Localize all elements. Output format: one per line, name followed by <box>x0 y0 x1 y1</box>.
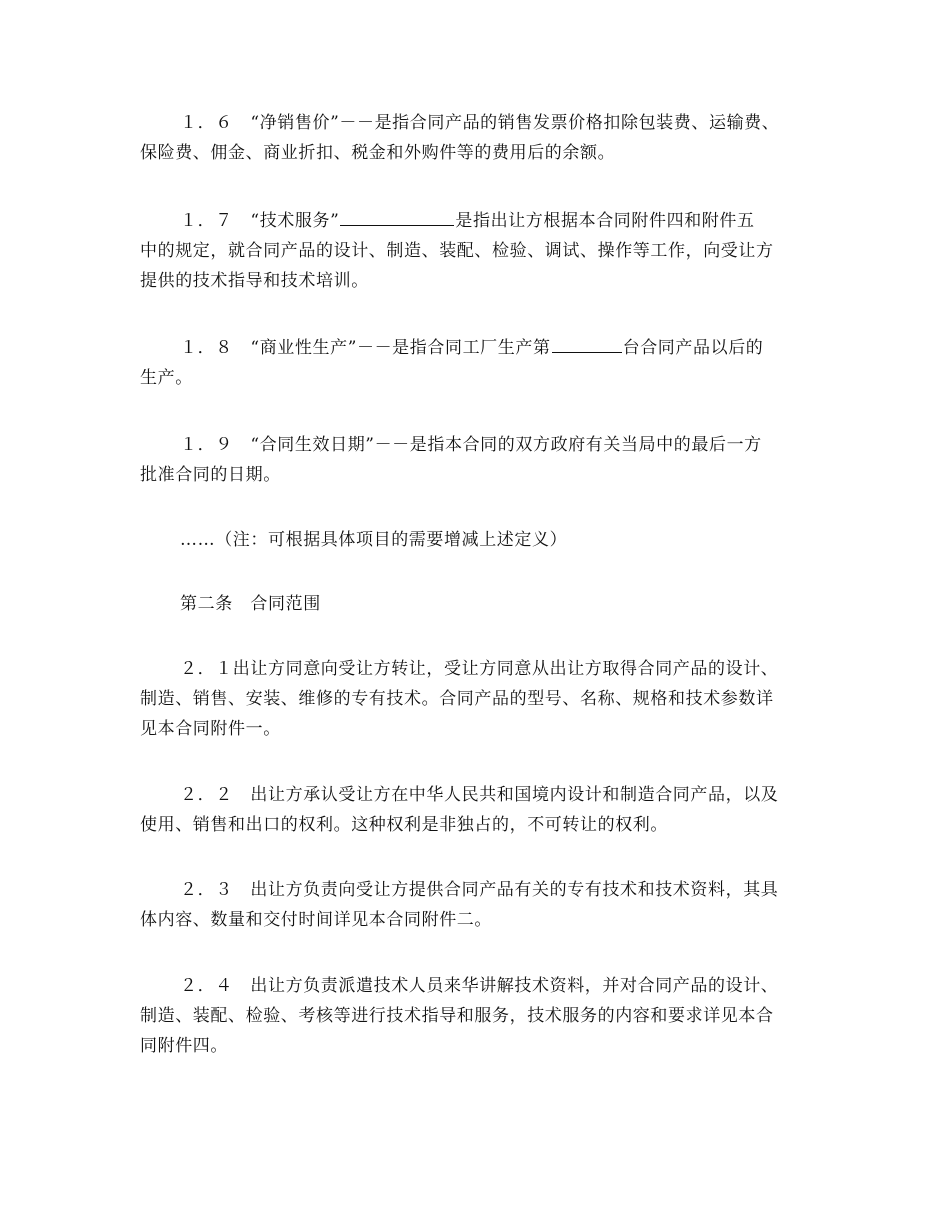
clause-2-2 <box>140 780 830 840</box>
clause-1-8-line-1-start: １．８ “商业性生产”－－是指合同工厂生产第 <box>180 338 551 358</box>
note-line: ……（注：可根据具体项目的需要增减上述定义） <box>180 530 568 550</box>
clause-2-3-line-2: 体内容、数量和交付时间详见本合同附件二。 <box>140 910 492 930</box>
clause-2-1-line-3: 见本合同附件一。 <box>140 719 281 739</box>
clause-2-4-line-2: 制造、装配、检验、考核等进行技术指导和服务，技术服务的内容和要求详见本合 <box>140 1006 774 1026</box>
clause-2-3 <box>140 875 830 935</box>
clause-1-7 <box>140 206 830 296</box>
article-2-heading <box>140 589 830 619</box>
clause-2-4-line-1: ２．４ 出让方负责派遣技术人员来华讲解技术资料，并对合同产品的设计、 <box>180 976 779 996</box>
clause-1-8-line-1 <box>140 333 830 363</box>
clause-1-7-line-3: 提供的技术指导和技术培训。 <box>140 271 369 291</box>
definitions-note <box>140 525 830 555</box>
clause-1-9 <box>140 430 830 490</box>
fill-in-blank <box>552 334 622 353</box>
clause-1-9-line-1: １．９ “合同生效日期”－－是指本合同的双方政府有关当局中的最后一方 <box>180 435 762 455</box>
clause-2-4-line-3: 同附件四。 <box>140 1036 228 1056</box>
clause-2-3-line-1: ２．３ 出让方负责向受让方提供合同产品有关的专有技术和技术资料，其具 <box>180 880 779 900</box>
clause-1-8 <box>140 333 830 393</box>
article-heading-text: 第二条 合同范围 <box>180 594 321 614</box>
clause-2-4 <box>140 971 830 1061</box>
clause-1-7-line-1-end: 是指出让方根据本合同附件四和附件五 <box>455 211 755 231</box>
clause-1-8-line-2: 生产。 <box>140 368 193 388</box>
clause-1-7-line-1 <box>140 206 830 236</box>
clause-1-6-line-2: 保险费、佣金、商业折扣、税金和外购件等的费用后的余额。 <box>140 143 616 163</box>
clause-2-2-line-1: ２．２ 出让方承认受让方在中华人民共和国境内设计和制造合同产品，以及 <box>180 785 779 805</box>
clause-2-1-line-2: 制造、销售、安装、维修的专有技术。合同产品的型号、名称、规格和技术参数详 <box>140 689 774 709</box>
clause-1-8-line-1-end: 台合同产品以后的 <box>622 338 764 358</box>
clause-1-7-line-2: 中的规定，就合同产品的设计、制造、装配、检验、调试、操作等工作，向受让方 <box>140 241 774 261</box>
clause-1-9-line-2: 批准合同的日期。 <box>140 465 281 485</box>
clause-2-1-line-1: ２．１出让方同意向受让方转让，受让方同意从出让方取得合同产品的设计、 <box>180 659 779 679</box>
fill-in-blank <box>340 207 454 226</box>
clause-2-1 <box>140 654 830 744</box>
clause-1-6 <box>140 108 830 168</box>
clause-1-6-line-1: １．６ “净销售价”－－是指合同产品的销售发票价格扣除包装费、运输费、 <box>180 113 780 133</box>
clause-1-7-line-1-start: １．７ “技术服务” <box>180 211 340 231</box>
clause-2-2-line-2: 使用、销售和出口的权利。这种权利是非独占的，不可转让的权利。 <box>140 815 668 835</box>
